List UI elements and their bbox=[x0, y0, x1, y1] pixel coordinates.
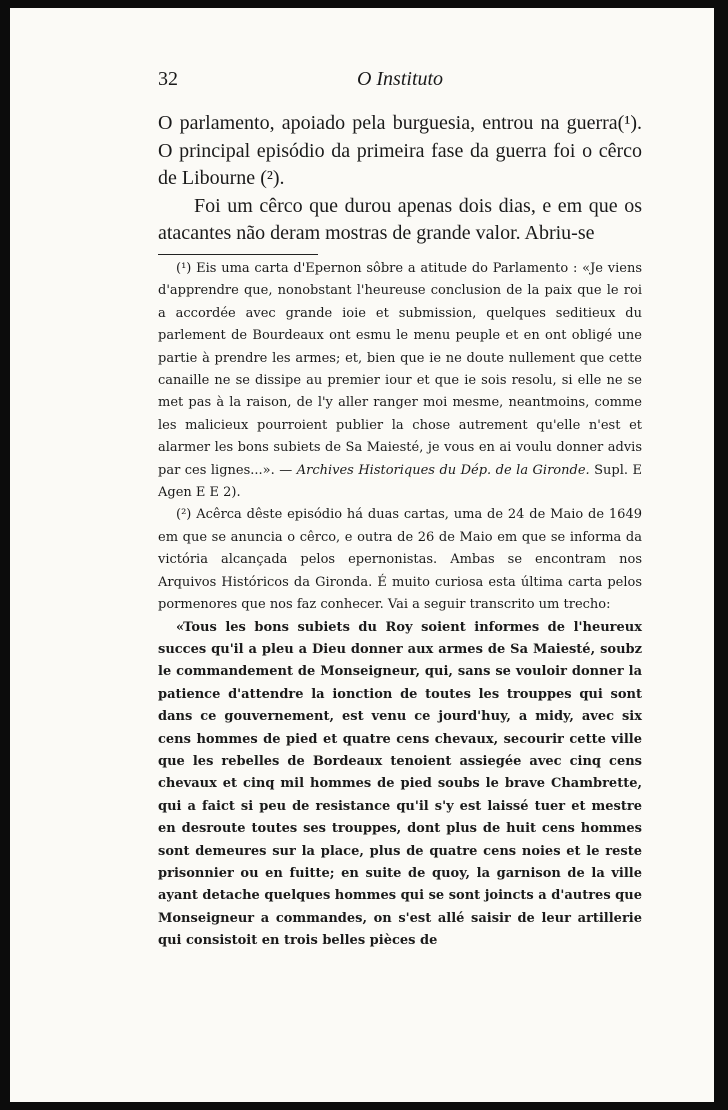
page-number: 32 bbox=[158, 68, 178, 90]
footnote-1-dash: — bbox=[274, 462, 297, 478]
footnote-1-text: (¹) Eis uma carta d'Epernon sôbre a atitude do Parlamento : «Je viens d'apprendre que, nonobstant l'heureuse conclusion de la paix que le roi a accordée avec grande ioie et submission, quelques seditieux du parlement de Bourdeaux ont esmu le menu peuple et en ont obligé une partie à prendre les armes; et, bien que ie ne doute nullement que cette canaille ne se dissipe au premier iour et que ie sois resolu, si elle ne se met pas à la raison, de l'y aller ranger moi mesme, neantmoins, comme les malicieux pourroient publier la chose autrement qu'elle n'est et alarmer les bons subiets de Sa Maiesté, je vous en ai voulu donner advis par ces lignes...». bbox=[158, 261, 642, 478]
footnote-rule bbox=[158, 254, 318, 255]
footnote-2: (²) Acêrca dêste episódio há duas cartas, uma de 24 de Maio de 1649 em que se anuncia o cêrco, e outra de 26 de Maio em que se informa da victória alcançada pelos epernonistas. Ambas se encontram nos Arquivos Históricos da Gironda. É muito curiosa esta última carta pelos pormenores que nos faz conhecer. Vai a seguir transcrito um trecho: bbox=[158, 507, 642, 613]
running-title: O Instituto bbox=[356, 68, 444, 90]
footnote-1 bbox=[158, 258, 642, 504]
page-header bbox=[158, 68, 642, 98]
paragraph-1: O parlamento, apoiado pela burguesia, entrou na guerra(¹). O principal episódio da primeira fase da guerra foi o cêrco de Libourne (²). bbox=[158, 112, 642, 189]
document-page bbox=[10, 8, 714, 1102]
footnotes bbox=[158, 258, 642, 953]
footnote-2-quote: «Tous les bons subiets du Roy soient informes de l'heureux succes qu'il a pleu a Dieu donner aux armes de Sa Maiesté, soubz le commandement de Monseigneur, qui, sans se vouloir donner la patience d'attendre la ionction de toutes les trouppes qui sont dans ce gouvernement, est venu ce jourd'huy, a midy, avec six cens hommes de pied et quatre cens chevaux, secourir cette ville que les rebelles de Bordeaux tenoient assiegée avec cinq cens chevaux et cinq mil hommes de pied soubs le brave Chambrette, qui a faict si peu de resistance qu'il s'y est laissé tuer et mestre en desroute toutes ses trouppes, dont plus de huit cens hommes sont demeures sur la place, plus de quatre cens noies et le reste prisonnier ou en fuitte; en suite de quoy, la garnison de la ville ayant detache quelques hommes qui se sont joincts a d'autres que Monseigneur a commandes, on s'est allé saisir de leur artillerie qui consistoit en trois belles pièces de bbox=[158, 619, 642, 949]
footnote-1-source-ref: Supl. E Agen E E 2). bbox=[158, 462, 642, 501]
footnote-1-source-title: Archives Historiques du Dép. de la Gironde. bbox=[296, 462, 590, 478]
main-text bbox=[158, 110, 642, 248]
paragraph-2: Foi um cêrco que durou apenas dois dias, e em que os atacantes não deram mostras de grande valor. Abriu-se bbox=[158, 194, 642, 244]
